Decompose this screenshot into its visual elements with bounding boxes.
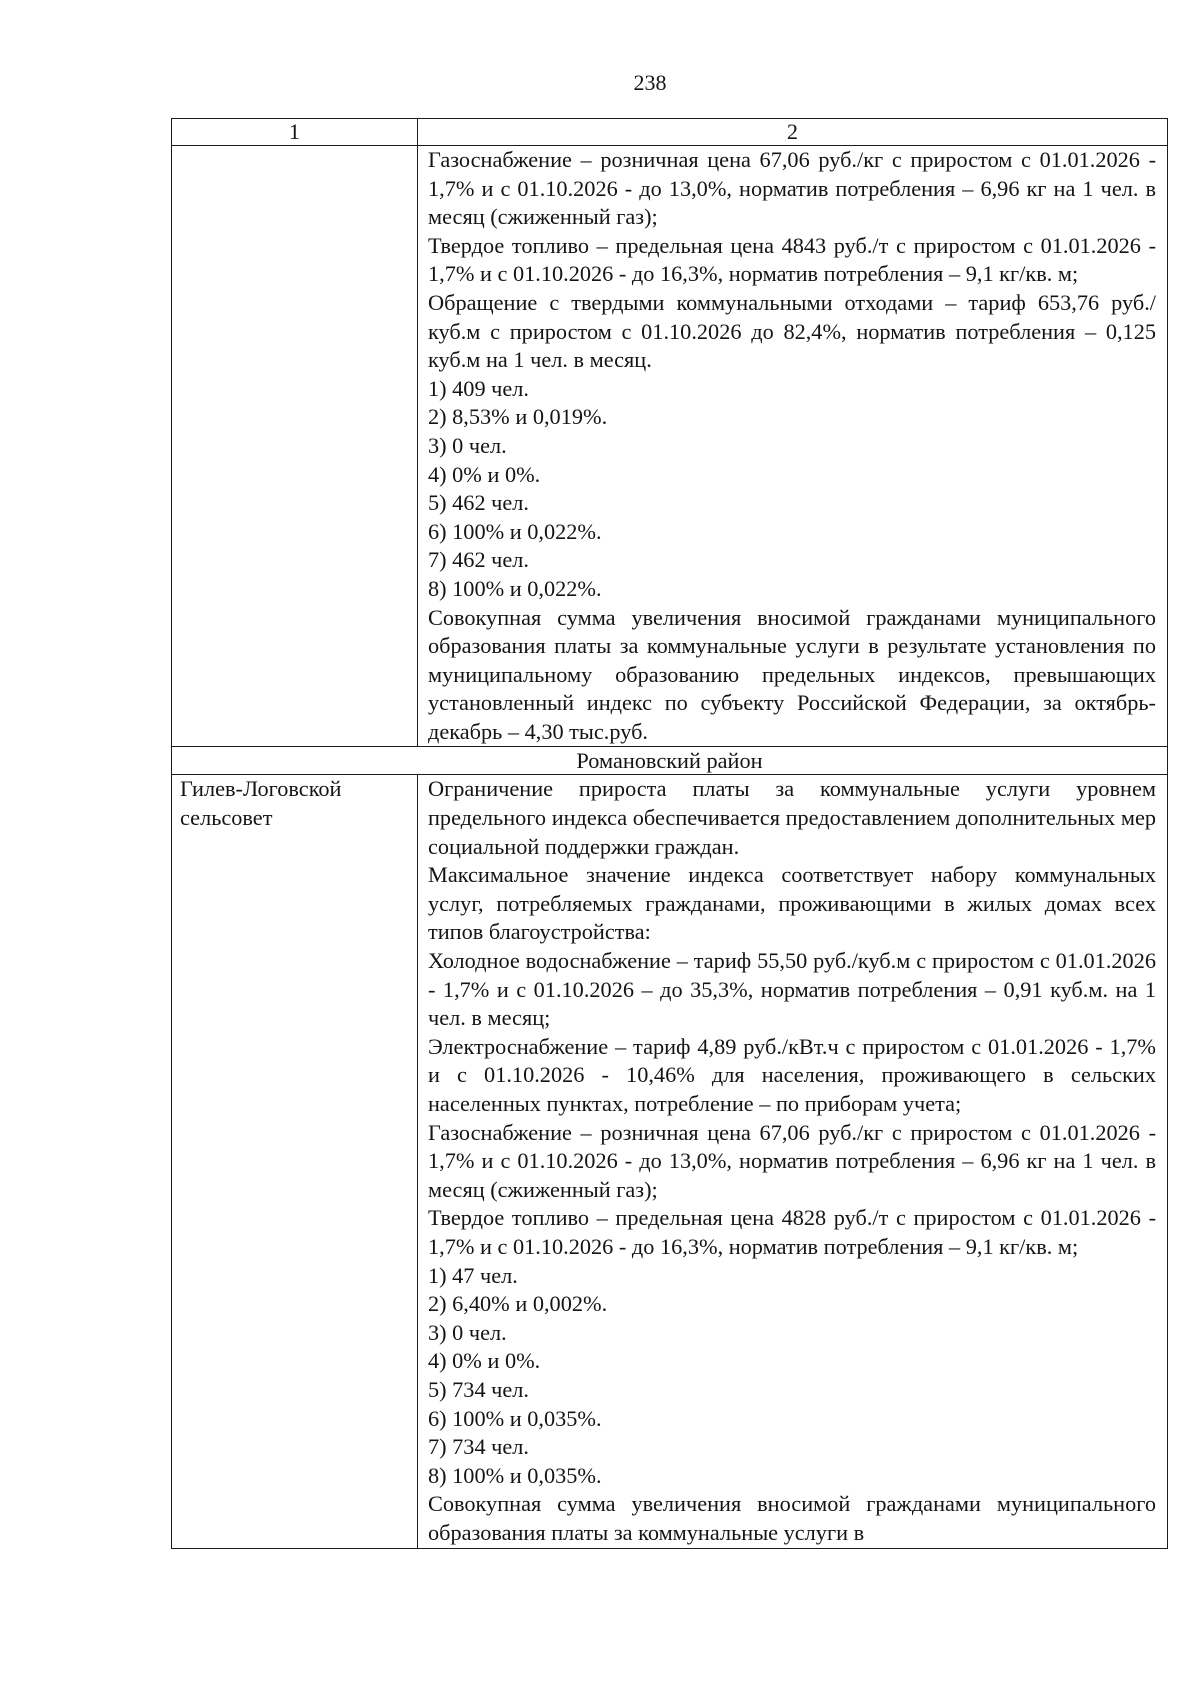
tariff-table xyxy=(171,118,1168,1549)
page-number: 238 xyxy=(633,70,667,95)
list-item: 8) 100% и 0,022%. xyxy=(428,575,602,601)
table-row xyxy=(172,775,1168,1548)
list-item: 5) 734 чел. xyxy=(428,1376,529,1402)
paragraph: Ограничение прироста платы за коммунальные услуги уровнем предельного индекса обеспечивается предоставлением дополнительных мер социальной поддержки граждан. xyxy=(428,776,1156,859)
paragraph: Холодное водоснабжение – тариф 55,50 руб./куб.м с приростом с 01.01.2026 - 1,7% и с 01.10.2026 – до 35,3%, норматив потребления – 0,91 куб.м. на 1 чел. в месяц; xyxy=(428,948,1156,1031)
municipality-cell: Гилев-Логовской сельсовет xyxy=(172,775,418,1548)
list-item: 6) 100% и 0,035%. xyxy=(428,1405,602,1431)
region-heading: Романовский район xyxy=(172,747,1168,775)
paragraph: Совокупная сумма увеличения вносимой гражданами муниципального образования платы за коммунальные услуги в результате установления по муниципальному образованию предельных индексов, превышающих установленный индекс по субъекту Российской Федерации, за октябрь-декабрь – 4,30 тыс.руб. xyxy=(428,604,1156,744)
list-item: 1) 47 чел. xyxy=(428,1262,518,1288)
column-header-1: 1 xyxy=(172,119,418,146)
details-cell xyxy=(418,146,1168,747)
table-row xyxy=(172,146,1168,747)
list-item: 2) 6,40% и 0,002%. xyxy=(428,1291,608,1317)
municipality-cell xyxy=(172,146,418,747)
list-item: 4) 0% и 0%. xyxy=(428,461,541,487)
paragraph: Газоснабжение – розничная цена 67,06 руб./кг с приростом с 01.01.2026 - 1,7% и с 01.10.2026 - до 13,0%, норматив потребления – 6,96 кг на 1 чел. в месяц (сжиженный газ); xyxy=(428,1119,1156,1202)
paragraph: Максимальное значение индекса соответствует набору коммунальных услуг, потребляемых гражданами, проживающими в жилых домах всех типов благоустройства: xyxy=(428,862,1156,945)
paragraph: Твердое топливо – предельная цена 4828 руб./т с приростом с 01.01.2026 - 1,7% и с 01.10.2026 - до 16,3%, норматив потребления – 9,1 кг/кв. м; xyxy=(428,1205,1156,1259)
list-item: 3) 0 чел. xyxy=(428,1319,507,1345)
list-item: 8) 100% и 0,035%. xyxy=(428,1462,602,1488)
paragraph: Совокупная сумма увеличения вносимой гражданами муниципального образования платы за коммунальные услуги в xyxy=(428,1491,1156,1545)
details-cell xyxy=(418,775,1168,1548)
list-item: 4) 0% и 0%. xyxy=(428,1348,541,1374)
list-item: 6) 100% и 0,022%. xyxy=(428,518,602,544)
column-header-2: 2 xyxy=(418,119,1168,146)
list-item: 3) 0 чел. xyxy=(428,432,507,458)
list-item: 7) 734 чел. xyxy=(428,1434,529,1460)
paragraph: Обращение с твердыми коммунальными отходами – тариф 653,76 руб./куб.м с приростом с 01.10.2026 до 82,4%, норматив потребления – 0,125 куб.м на 1 чел. в месяц. xyxy=(428,289,1156,373)
paragraph: Электроснабжение – тариф 4,89 руб./кВт.ч с приростом с 01.01.2026 - 1,7% и с 01.10.2026 - 10,46% для населения, проживающего в сельских населенных пунктах, потребление – по приборам учета; xyxy=(428,1033,1156,1116)
column-header-row xyxy=(172,119,1168,146)
list-item: 1) 409 чел. xyxy=(428,375,529,401)
paragraph: Газоснабжение – розничная цена 67,06 руб./кг с приростом с 01.01.2026 - 1,7% и с 01.10.2026 - до 13,0%, норматив потребления – 6,96 кг на 1 чел. в месяц (сжиженный газ); xyxy=(428,147,1156,230)
paragraph: Твердое топливо – предельная цена 4843 руб./т с приростом с 01.01.2026 - 1,7% и с 01.10.2026 - до 16,3%, норматив потребления – 9,1 кг/кв. м; xyxy=(428,232,1156,287)
list-item: 2) 8,53% и 0,019%. xyxy=(428,404,608,430)
list-item: 5) 462 чел. xyxy=(428,490,529,516)
region-row xyxy=(172,747,1168,775)
list-item: 7) 462 чел. xyxy=(428,547,529,573)
